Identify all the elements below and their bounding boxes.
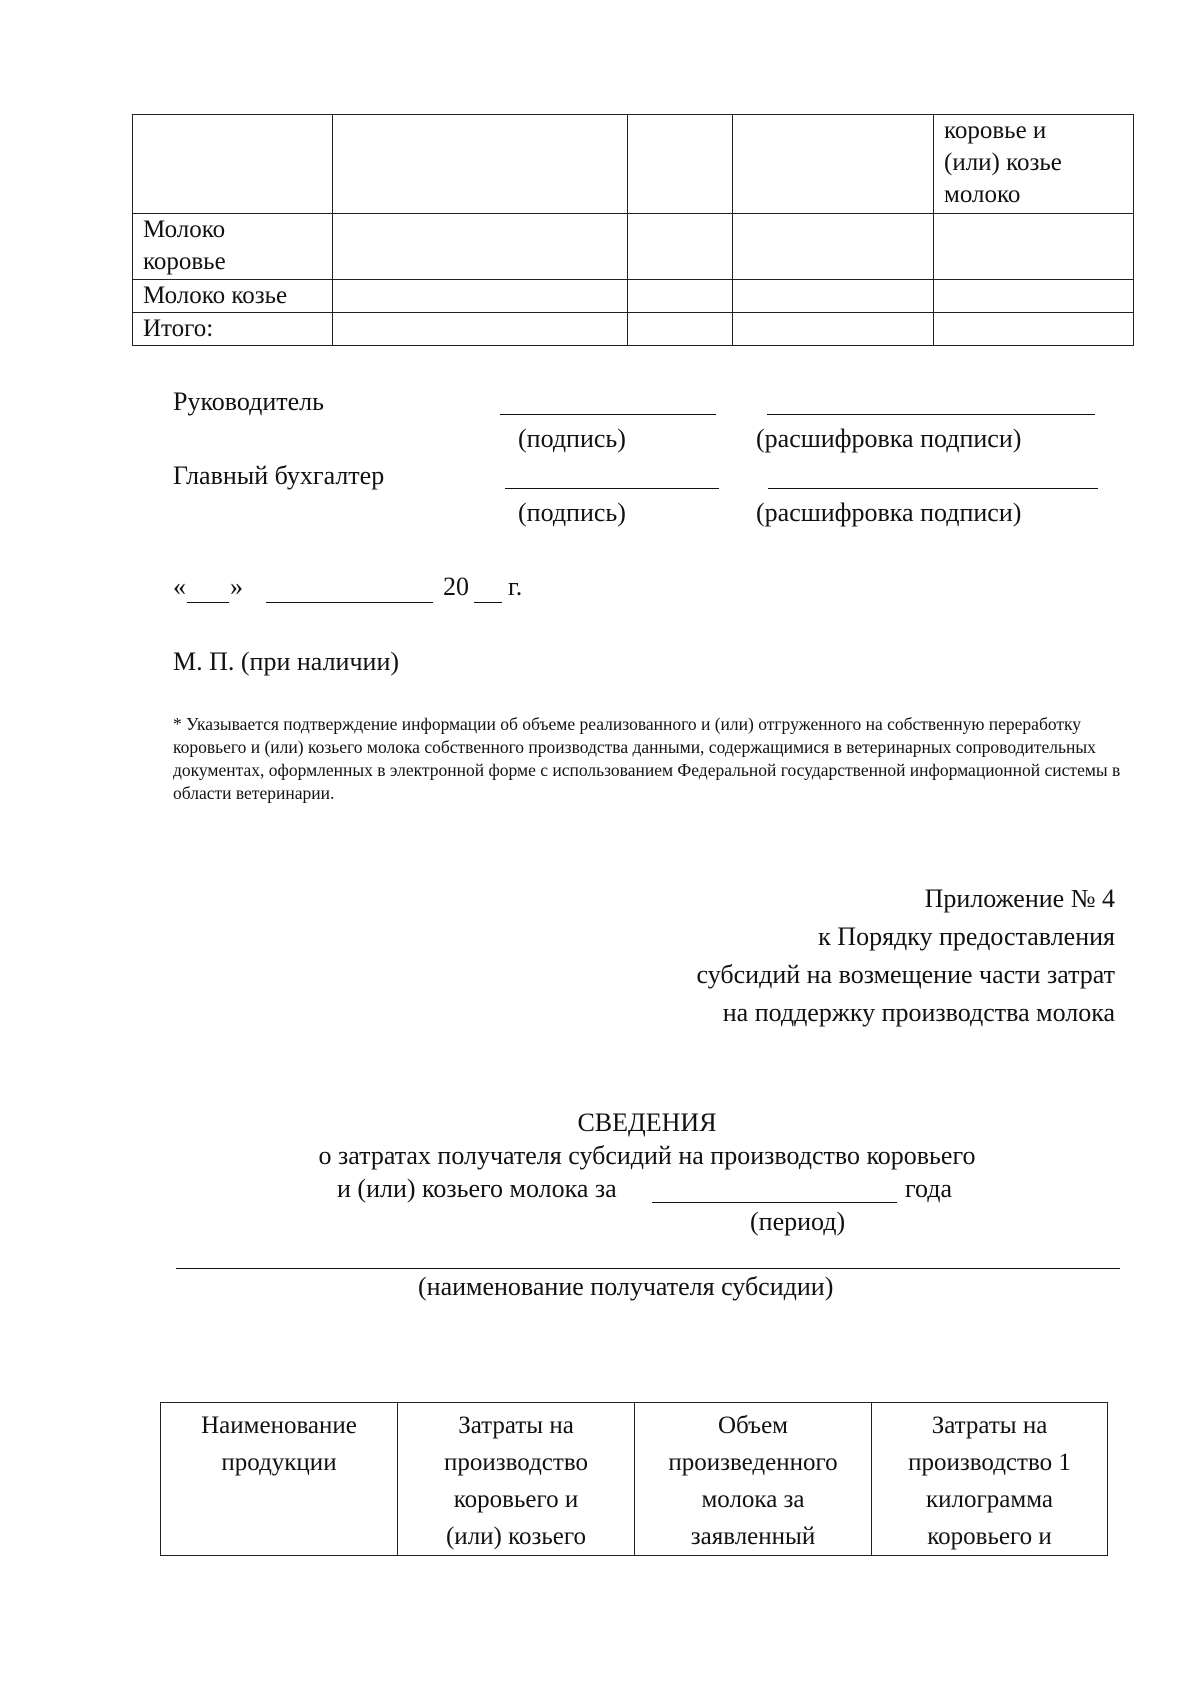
table-row	[133, 214, 1134, 280]
row-label: Молоко козье	[143, 282, 288, 309]
table-cell	[628, 313, 733, 346]
row-label-cell	[133, 313, 333, 346]
table-cell	[628, 214, 733, 280]
table-cell	[333, 280, 628, 313]
table-header-row	[161, 1403, 1108, 1556]
title-line-prefix: и (или) козьего молока за	[337, 1174, 617, 1203]
head-label: Руководитель	[173, 387, 324, 416]
seal-note: М. П. (при наличии)	[173, 647, 400, 676]
header-line: коровьего и	[927, 1523, 1052, 1550]
table-row	[133, 313, 1134, 346]
header-line: производство 1	[908, 1449, 1071, 1476]
header-line: Наименование	[201, 1412, 357, 1439]
table-row	[133, 115, 1134, 214]
table-row	[133, 280, 1134, 313]
title-line-suffix: года	[905, 1174, 953, 1203]
header-line: продукции	[221, 1449, 337, 1476]
header-line: коровье и	[944, 117, 1047, 144]
header-line: производство	[444, 1449, 588, 1476]
table-cell	[333, 313, 628, 346]
header-line: произведенного	[668, 1449, 838, 1476]
appendix-line: к Порядку предоставления	[818, 922, 1115, 951]
top-table	[132, 114, 1134, 346]
appendix-line: субсидий на возмещение части затрат	[696, 960, 1115, 989]
date-year-line[interactable]	[474, 602, 502, 603]
header-line: коровьего и	[453, 1486, 579, 1513]
table-cell	[934, 214, 1134, 280]
row-label: Итого:	[143, 315, 214, 342]
recipient-line[interactable]	[176, 1268, 1120, 1269]
date-year-prefix: 20	[443, 572, 469, 601]
table-cell	[628, 115, 733, 214]
date-year-suffix: г.	[508, 572, 523, 601]
accountant-signature-line[interactable]	[505, 488, 719, 489]
header-line: молоко	[944, 181, 1021, 208]
header-line: Объем	[718, 1412, 788, 1439]
date-open-quote: «	[173, 572, 186, 601]
date-month-line[interactable]	[266, 602, 433, 603]
head-decoding-line[interactable]	[767, 414, 1095, 415]
title-line: о затратах получателя субсидий на производство коровьего	[318, 1141, 976, 1170]
period-line[interactable]	[652, 1202, 897, 1203]
header-line: (или) козье	[944, 149, 1062, 176]
row-label: коровье	[143, 248, 226, 275]
signature-caption: (подпись)	[518, 424, 626, 453]
header-line: Затраты на	[458, 1412, 574, 1439]
table-cell	[628, 280, 733, 313]
decoding-caption: (расшифровка подписи)	[756, 424, 1022, 453]
header-line: Затраты на	[931, 1412, 1048, 1439]
table-cell	[333, 115, 628, 214]
table-cell	[934, 280, 1134, 313]
decoding-caption: (расшифровка подписи)	[756, 498, 1022, 527]
header-cell-costs	[398, 1403, 635, 1556]
table-cell	[733, 115, 934, 214]
header-line: молока за	[701, 1486, 805, 1513]
table-header-cell	[934, 115, 1134, 214]
table-cell	[733, 280, 934, 313]
appendix-block	[697, 880, 1115, 1032]
appendix-line: на поддержку производства молока	[722, 998, 1115, 1027]
date-day-line[interactable]	[187, 602, 229, 603]
header-cell-cost-per-kg	[872, 1403, 1108, 1556]
table-cell	[934, 313, 1134, 346]
accountant-decoding-line[interactable]	[768, 488, 1098, 489]
header-line: заявленный	[690, 1523, 816, 1550]
head-signature-line[interactable]	[500, 414, 716, 415]
period-caption: (период)	[750, 1207, 846, 1236]
footnote: * Указывается подтверждение информации об объеме реализованного и (или) отгруженного на собственную переработку коровьего и (или) козьего молока собственного производства данными, содержащимися в ветеринарных сопроводительных документах, оформленных в электронной форме с использованием Федеральной государственной информационной системы в области ветеринарии.	[173, 714, 1121, 803]
row-label: Молоко	[143, 216, 226, 243]
table-cell	[333, 214, 628, 280]
header-line: (или) козьего	[445, 1523, 586, 1550]
appendix-number: Приложение № 4	[924, 884, 1115, 913]
bottom-table	[160, 1402, 1108, 1556]
table-cell	[733, 214, 934, 280]
header-line: килограмма	[926, 1486, 1053, 1513]
table-cell	[733, 313, 934, 346]
date-close-quote: »	[230, 572, 243, 601]
document-heading: СВЕДЕНИЯ	[577, 1108, 717, 1137]
signature-caption: (подпись)	[518, 498, 626, 527]
accountant-label: Главный бухгалтер	[173, 461, 385, 490]
row-label-cell	[133, 280, 333, 313]
recipient-caption: (наименование получателя субсидии)	[418, 1272, 834, 1301]
table-cell	[133, 115, 333, 214]
header-cell-product-name	[161, 1403, 398, 1556]
header-cell-volume	[635, 1403, 872, 1556]
row-label-cell	[133, 214, 333, 280]
